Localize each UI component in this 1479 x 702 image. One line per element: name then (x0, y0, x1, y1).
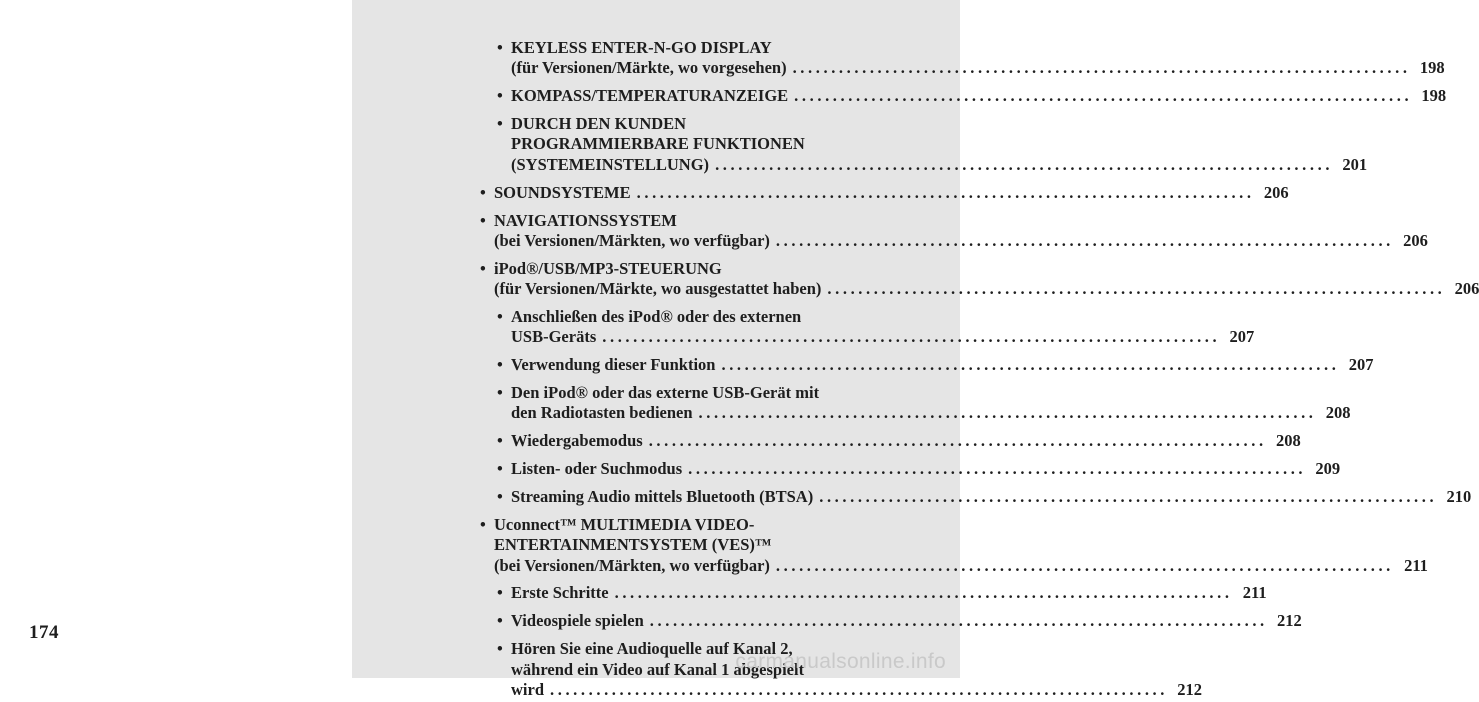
toc-entry (497, 583, 1267, 605)
dot-leader: ................................................................................ (794, 86, 1413, 105)
toc-entry-title: SOUNDSYSTEME (494, 183, 631, 202)
toc-entry (480, 515, 897, 537)
toc-entry-title: PROGRAMMIERBARE FUNKTIONEN (511, 134, 805, 153)
bullet-marker: • (480, 259, 486, 278)
bullet-marker: • (497, 459, 503, 478)
toc-entry-title: iPod®/USB/MP3-STEUERUNG (494, 259, 722, 278)
toc-page-number: 212 (1277, 611, 1302, 630)
toc-entry-title: Listen- oder Suchmodus (511, 459, 683, 478)
bullet-marker: • (497, 487, 503, 506)
toc-entry (497, 38, 897, 60)
toc-entry-title: Streaming Audio mittels Bluetooth (BTSA) (511, 487, 814, 506)
toc-entry-continuation (497, 155, 1368, 177)
toc-page-number: 206 (1403, 231, 1428, 250)
toc-entry-title: ENTERTAINMENTSYSTEM (VES)™ (494, 535, 772, 554)
toc-page-number: 208 (1275, 431, 1301, 450)
dot-leader: ................................................................................ (602, 327, 1221, 346)
toc-entry (497, 307, 897, 329)
toc-page-number: 206 (1263, 183, 1289, 202)
toc-entry (497, 487, 1472, 509)
left-page-margin (0, 0, 352, 678)
toc-entry-title: DURCH DEN KUNDEN (511, 114, 687, 133)
dot-leader: ................................................................................ (688, 459, 1307, 478)
bullet-marker: • (497, 355, 503, 374)
toc-entry (497, 355, 1374, 377)
dot-leader: ................................................................................ (649, 611, 1268, 630)
toc-entry (497, 383, 897, 405)
bullet-marker: • (497, 307, 503, 326)
dot-leader: ................................................................................ (827, 279, 1446, 298)
toc-entry (480, 211, 897, 233)
dot-leader: ................................................................................ (550, 680, 1168, 699)
bullet-marker: • (497, 38, 503, 57)
toc-entry-title: während ein Video auf Kanal 1 abgespielt (511, 660, 805, 679)
toc-entry-title: KOMPASS/TEMPERATURANZEIGE (511, 86, 789, 105)
toc-entry-title: (bei Versionen/Märkten, wo verfügbar) (494, 556, 770, 575)
toc-entry-title: Hören Sie eine Audioquelle auf Kanal 2, (511, 639, 793, 658)
toc-entry-title: (für Versionen/Märkte, wo ausgestattet haben) (494, 279, 822, 298)
toc-entry-title: Verwendung dieser Funktion (511, 355, 716, 374)
bullet-marker: • (480, 515, 486, 534)
toc-entry (497, 431, 1301, 453)
toc-page-number: 208 (1325, 403, 1351, 422)
toc-page-number: 198 (1419, 58, 1445, 77)
toc-page-number: 198 (1421, 86, 1447, 105)
toc-entry-continuation (497, 403, 1351, 425)
toc-page-number: 209 (1315, 459, 1341, 478)
dot-leader: ................................................................................ (636, 183, 1255, 202)
toc-entry (480, 183, 1289, 205)
toc-page-number: 207 (1229, 327, 1255, 346)
toc-entry (497, 86, 1447, 108)
toc-entry-continuation (497, 58, 1445, 80)
dot-leader: ................................................................................ (775, 556, 1394, 575)
toc-entry-title: KEYLESS ENTER-N-GO DISPLAY (511, 38, 772, 57)
bullet-marker: • (497, 611, 503, 630)
toc-entry-continuation (480, 556, 1428, 578)
bullet-marker: • (497, 639, 503, 658)
bullet-marker: • (497, 114, 503, 133)
toc-entry-title: (bei Versionen/Märkten, wo verfügbar) (494, 231, 770, 250)
bullet-marker: • (497, 583, 503, 602)
toc-page-number: 206 (1454, 279, 1479, 298)
toc-entry-title: Uconnect™ MULTIMEDIA VIDEO- (494, 515, 755, 534)
toc-entry-title: (für Versionen/Märkte, wo vorgesehen) (511, 58, 787, 77)
toc-entry (497, 114, 897, 136)
toc-entry-title: Erste Schritte (511, 583, 609, 602)
watermark-text: carmanualsonline.info (735, 650, 946, 673)
toc-entry-title: Den iPod® oder das externe USB-Gerät mit (511, 383, 820, 402)
toc-entry-title: wird (511, 680, 544, 699)
dot-leader: ................................................................................ (648, 431, 1267, 450)
dot-leader: ................................................................................ (715, 155, 1334, 174)
bullet-marker: • (497, 86, 503, 105)
dot-leader: ................................................................................ (792, 58, 1411, 77)
toc-entry-continuation (480, 535, 897, 557)
toc-entry (497, 611, 1302, 633)
toc-entry (497, 459, 1341, 481)
toc-entry-continuation (480, 279, 1479, 301)
toc-entry-continuation (497, 327, 1255, 349)
toc-entry (480, 259, 897, 281)
toc-entry-title: (SYSTEMEINSTELLUNG) (511, 155, 710, 174)
toc-page-number: 207 (1348, 355, 1374, 374)
toc-entry-continuation (480, 231, 1428, 253)
toc-page-number: 201 (1342, 155, 1368, 174)
toc-page-number: 211 (1404, 556, 1428, 575)
toc-entry-continuation (497, 134, 897, 156)
dot-leader: ................................................................................ (614, 583, 1233, 602)
dot-leader: ................................................................................ (775, 231, 1394, 250)
toc-entry-title: Anschließen des iPod® oder des externen (511, 307, 802, 326)
bullet-marker: • (497, 383, 503, 402)
toc-page-number: 210 (1446, 487, 1472, 506)
toc-page-number: 212 (1177, 680, 1202, 699)
dot-leader: ................................................................................ (721, 355, 1340, 374)
toc-entry-title: den Radiotasten bedienen (511, 403, 693, 422)
toc-entry-title: NAVIGATIONSSYSTEM (494, 211, 677, 230)
dot-leader: ................................................................................ (698, 403, 1317, 422)
bullet-marker: • (497, 431, 503, 450)
toc-entry-title: Wiedergabemodus (511, 431, 643, 450)
bullet-marker: • (480, 183, 486, 202)
toc-entry-continuation (497, 680, 1202, 702)
bullet-marker: • (480, 211, 486, 230)
page-number: 174 (29, 622, 59, 643)
toc-entry-title: USB-Geräts (511, 327, 597, 346)
toc-page-number: 211 (1242, 583, 1267, 602)
dot-leader: ................................................................................ (819, 487, 1438, 506)
toc-entry-title: Videospiele spielen (511, 611, 644, 630)
